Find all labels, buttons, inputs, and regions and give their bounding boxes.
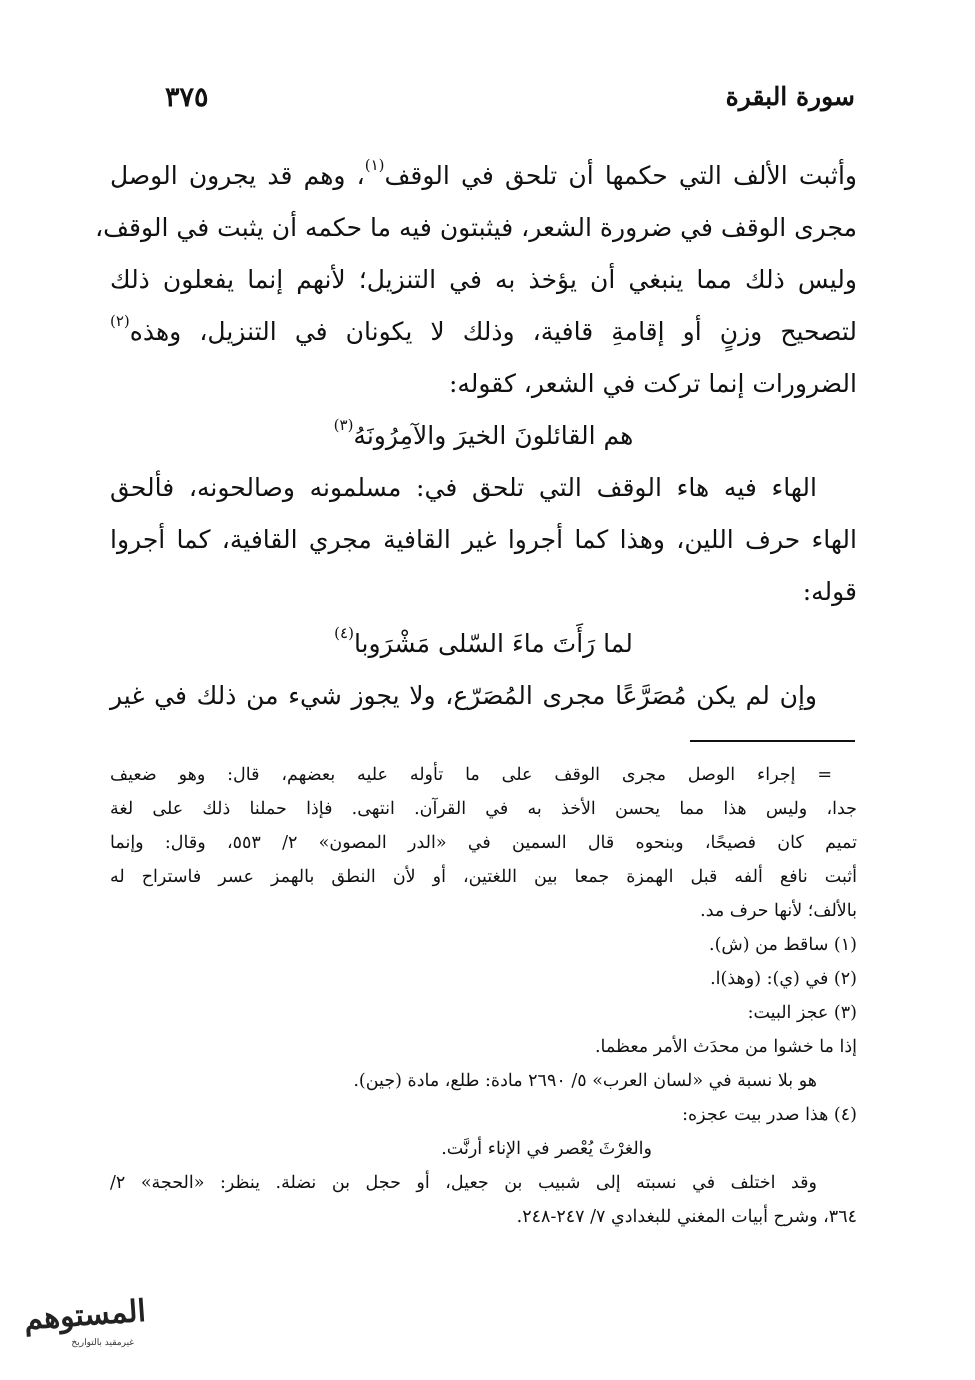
footnote-3-verse: إذا ما خشوا من محدَث الأمر معظما. bbox=[594, 1037, 857, 1057]
running-title: سورة البقرة bbox=[725, 82, 855, 111]
text-line: وأثبت الألف التي حكمها أن تلحق في الوقف$^{(١)}$، وهم قد يجرون الوصل bbox=[110, 156, 857, 190]
footnote-line: جدا، وليس هذا مما يحسن الأخذ به في القرآن. انتهى. فإذا حملنا ذلك على لغة bbox=[110, 799, 857, 819]
footnote-separator bbox=[690, 740, 855, 742]
text-line: وإن لم يكن مُصَرَّعًا مجرى المُصَرّع، ولا يجوز شيء من ذلك في غير bbox=[110, 681, 817, 710]
page-header bbox=[165, 82, 855, 122]
footnote-3: (٣) عجز البيت: bbox=[747, 1003, 857, 1023]
verse-line: لما رَأَتَ ماءَ السّلى مَشْرَوبا$^{(٤)}$ bbox=[334, 624, 633, 658]
footnote-line: تميم كان فصيحًا، وبنحوه قال السمين في «الدر المصون» ٢/ ٥٥٣، وقال: وإنما bbox=[110, 833, 857, 853]
footnote-line: = إجراء الوصل مجرى الوقف على ما تأوله عليه بعضهم، قال: وهو ضعيف bbox=[110, 765, 832, 785]
text-line: الهاء حرف اللين، وهذا كما أجروا غير القافية مجري القافية، كما أجروا bbox=[110, 525, 857, 554]
footnote-ref: (٢) bbox=[110, 312, 130, 330]
text-line: مجرى الوقف في ضرورة الشعر، فيثبتون فيه ما حكمه أن يثبت في الوقف، bbox=[95, 213, 857, 242]
footnote-line: بالألف؛ لأنها حرف مد. bbox=[700, 901, 857, 921]
footnotes bbox=[110, 758, 857, 1234]
verse-line: هم القائلونَ الخيرَ والآمِرُونَهُ$^{(٣)}$ bbox=[333, 416, 634, 450]
footnote-3-source: هو بلا نسبة في «لسان العرب» ٥/ ٢٦٩٠ مادة: طلع، مادة (جين). bbox=[353, 1071, 817, 1091]
footnote-4-source: ٣٦٤، وشرح أبيات المغني للبغدادي ٧/ ٢٤٧-٢٤٨. bbox=[516, 1207, 857, 1227]
text-line: الهاء فيه هاء الوقف التي تلحق في: مسلمونه وصالحونه، فألحق bbox=[110, 473, 817, 502]
footnote-4-verse: والغرْثَ يُعْصر في الإناء أرنَّت. bbox=[441, 1139, 652, 1159]
footnote-ref: (٣) bbox=[333, 416, 354, 434]
footnote-line: أثبت نافع ألفه قبل الهمزة جمعا بين اللغتين، أو لأن النطق بالهمز عسر فاستراح له bbox=[110, 867, 857, 887]
footnote-4: (٤) هذا صدر بيت عجزه: bbox=[682, 1105, 857, 1125]
page-number: ٣٧٥ bbox=[165, 82, 209, 113]
stamp-text: المستوهم bbox=[23, 1293, 148, 1338]
text-line: الضرورات إنما تركت في الشعر، كقوله: bbox=[448, 369, 857, 398]
footnote-1: (١) ساقط من (ش). bbox=[709, 935, 857, 955]
stamp-subtext: غيرمقيد بالتواريخ bbox=[71, 1338, 134, 1348]
text-line: وليس ذلك مما ينبغي أن يؤخذ به في التنزيل؛ لأنهم إنما يفعلون ذلك bbox=[110, 265, 857, 294]
footnote-ref: (١) bbox=[364, 156, 385, 174]
footnote-ref: (٤) bbox=[334, 624, 354, 642]
text-line: قوله: bbox=[802, 577, 857, 606]
footnote-2: (٢) في (ي): (وهذ)ا. bbox=[710, 969, 857, 989]
text-line: لتصحيح وزنٍ أو إقامةِ قافية، وذلك لا يكونان في التنزيل، وهذه$^{(٢)}$ bbox=[110, 312, 857, 346]
footnote-4-source: وقد اختلف في نسبته إلى شبيب بن جعيل، أو حجل بن نضلة. ينظر: «الحجة» ٢/ bbox=[110, 1173, 817, 1193]
library-stamp bbox=[12, 1292, 152, 1358]
main-text bbox=[95, 150, 857, 722]
